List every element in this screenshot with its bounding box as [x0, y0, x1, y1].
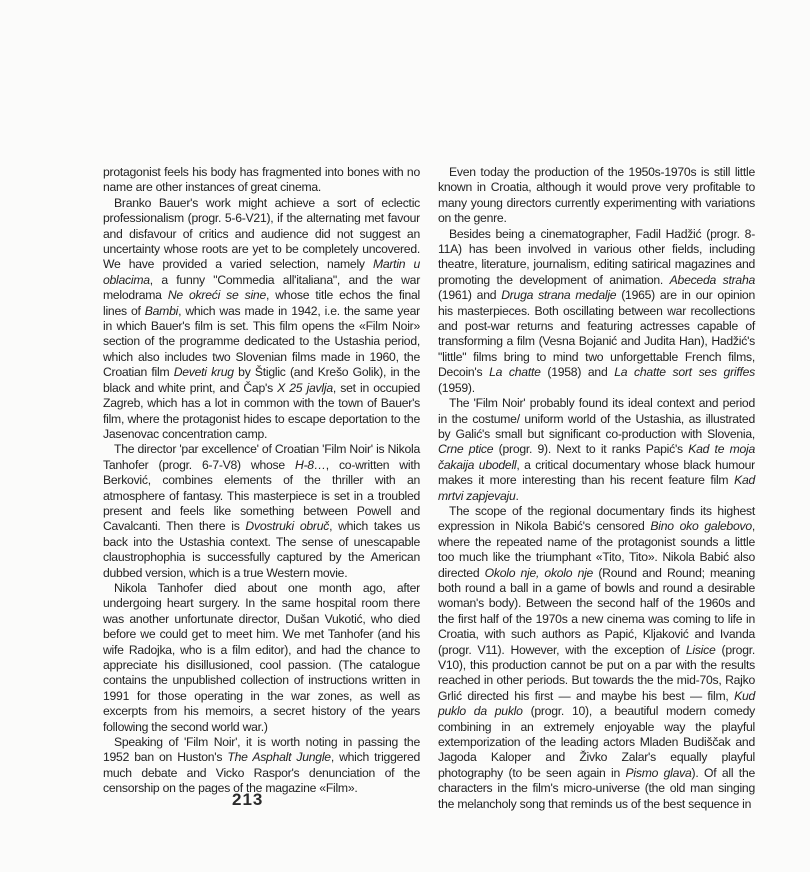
body-text: (progr. 9). Next to it ranks Papić's	[493, 442, 689, 457]
body-text: ). Of all the characters in the film's micro-universe (the old man singing the melancholy song that reminds us of the best sequence in	[438, 765, 755, 811]
italic-title-text: Crne ptice	[438, 442, 494, 457]
italic-title-text: La chatte	[489, 365, 541, 380]
italic-title-text: Ne okreći se sine	[167, 288, 266, 303]
body-text: , which triggered much debate and Vicko Raspor's denunciation of the censorship on the pages of the magazine «Film».	[103, 750, 421, 796]
body-text: The scope of the regional documentary finds its highest expression in Nikola Babić's censored	[438, 503, 755, 534]
italic-title-text: Abeceda straha	[669, 272, 756, 287]
body-text: (progr. 10), a beautiful modern comedy combining in an extremely enjoyable way the playful extemporization of the leading actors Mladen Budiščak and Jagoda Kaloper and Živko Zalar's equally playful photography (to be seen again in	[438, 704, 755, 780]
body-text: .	[515, 488, 519, 503]
body-text: Nikola Tanhofer died about one month ago, after undergoing heart surgery. In the same hospital room there was another unfortunate director, Dušan Vukotić, who died before we could get to meet him. We met Tanhofer (and his wife Radojka, who is a film editor), and had the chance to appreciate his disillusioned, cool passion. (The catalogue contains the unpublished collection of instructions written in 1991 for those operating in the war zones, as well as excerpts from his memoirs, a secret history of the years following the second world war.)	[103, 580, 420, 734]
italic-title-text: Dvostruki obruč	[245, 519, 330, 534]
body-text: , which takes us back into the Ustashia context. The sense of unescapable claustrophophia is successfully captured by the American dubbed version, which is a true Western movie.	[103, 519, 420, 580]
paragraph	[438, 165, 755, 227]
paragraph	[438, 396, 755, 504]
paragraph	[103, 165, 420, 196]
italic-title-text: Pismo glava	[625, 765, 692, 780]
body-text: (1965) are in our opinion his masterpieces. Both oscillating between war recollections and post-war returns and featuring actresses capable of transforming a film (Vesna Bojanić and Judita Han), Hadžić's "little" films bring to mind two unforgettable French films, Decoin's	[438, 288, 755, 380]
body-text: Branko Bauer's work might achieve a sort of eclectic professionalism (progr. 5-6-V21), if the alternating met favour and disfavour of critics and audience did not suggest an uncertainty whose roots are yet to be completely uncovered. We have provided a varied selection, namely	[103, 195, 420, 272]
paragraph	[438, 504, 755, 812]
italic-title-text: Kad mrtvi zapjevaju	[438, 473, 755, 503]
italic-title-text: The Asphalt Jungle	[227, 750, 331, 765]
body-text: Even today the production of the 1950s-1970s is still little known in Croatia, although it would prove very profitable to many young directors currently experimenting with variations on the genre.	[438, 165, 755, 226]
body-text: , whose title echos the final lines of	[103, 288, 420, 318]
italic-title-text: H-8…	[294, 457, 326, 472]
body-text: , set in occupied Zagreb, which has a lot in common with the town of Bauer's film, where the protagonist hides to escape deportation to the Jasenovac concentration camp.	[103, 380, 421, 441]
body-text: , co-written with Berković, combines elements of the thriller with an atmosphere of fantasy. This masterpiece is set in a troubled present and feels like something between Powell and Cavalcanti. Then there is	[103, 457, 420, 534]
body-text: The 'Film Noir' probably found its ideal context and period in the costume/ uniform world of the Ustashia, as illustrated by Galić's small but significant co-production with Slovenia,	[438, 396, 755, 441]
paragraph	[103, 196, 420, 443]
page-number: 213	[232, 790, 264, 809]
body-text: , where the repeated name of the protagonist sounds a little too much like the triumphant «Tito, Tito». Nikola Babić also directed	[438, 519, 755, 580]
italic-title-text: Deveti krug	[173, 365, 234, 380]
body-text: , a critical documentary whose black humour makes it more interesting than his recent feature film	[438, 457, 755, 488]
body-text: (1958) and	[540, 365, 615, 380]
italic-title-text: Kad te moja čakaija ubodell	[438, 442, 756, 472]
body-text: Besides being a cinematographer, Fadil Hadžić (progr. 8-11A) has been involved in various other fields, including theatre, literature, journalism, editing satirical magazines and promoting the development of animation.	[438, 226, 755, 287]
paragraph	[103, 442, 420, 581]
body-text: , which was made in 1942, i.e. the same year in which Bauer's film is set. This film opens the «Film Noir» section of the programme dedicated to the Ustashia period, which also includes two Slovenian films made in 1960, the Croatian film	[103, 303, 420, 380]
italic-title-text: Druga strana medalje	[501, 288, 617, 303]
italic-title-text: Lisice	[685, 642, 716, 657]
italic-title-text: X 25 javlja	[277, 380, 333, 395]
italic-title-text: Bino oko galebovo	[650, 519, 752, 534]
body-text: , a funny "Commedia all'italiana", and the war melodrama	[103, 272, 420, 303]
right-text-column	[438, 165, 755, 812]
body-text: Speaking of 'Film Noir', it is worth noting in passing the 1952 ban on Huston's	[103, 735, 420, 765]
body-text: (1959).	[438, 380, 475, 395]
paragraph	[438, 227, 755, 396]
italic-title-text: Kud puklo da puklo	[438, 688, 755, 719]
paragraph	[103, 735, 420, 797]
body-text: (progr. V10), this production cannot be put on a par with the results reached in other periods. But towards the the mid-70s, Rajko Grlić directed his first — and maybe his best — film,	[438, 642, 756, 703]
body-text: by Štiglic (and Krešo Golik), in the black and white print, and Čap's	[103, 365, 420, 395]
italic-title-text: Martin u oblacima	[103, 257, 420, 287]
left-text-column	[103, 165, 420, 797]
body-text: (Round and Round; meaning both round a ball in a game of bowls and round a desirable woman's body). Between the second half of the 1960s and the first half of the 1970s a new cinema was coming to life in Croatia, with such authors as Papić, Kljaković and Ivanda (progr. V11). However, with the exception of	[438, 565, 756, 657]
italic-title-text: La chatte sort ses griffes	[614, 365, 755, 380]
paragraph	[103, 581, 420, 735]
italic-title-text: Okolo nje, okolo nje	[484, 565, 594, 580]
italic-title-text: Bambi	[144, 303, 179, 318]
body-text: (1961) and	[438, 288, 502, 303]
body-text: The director 'par excellence' of Croatian 'Film Noir' is Nikola Tanhofer (progr. 6-7-V8) whose	[103, 442, 420, 472]
body-text: protagonist feels his body has fragmented into bones with no name are other instances of great cinema.	[103, 165, 420, 195]
